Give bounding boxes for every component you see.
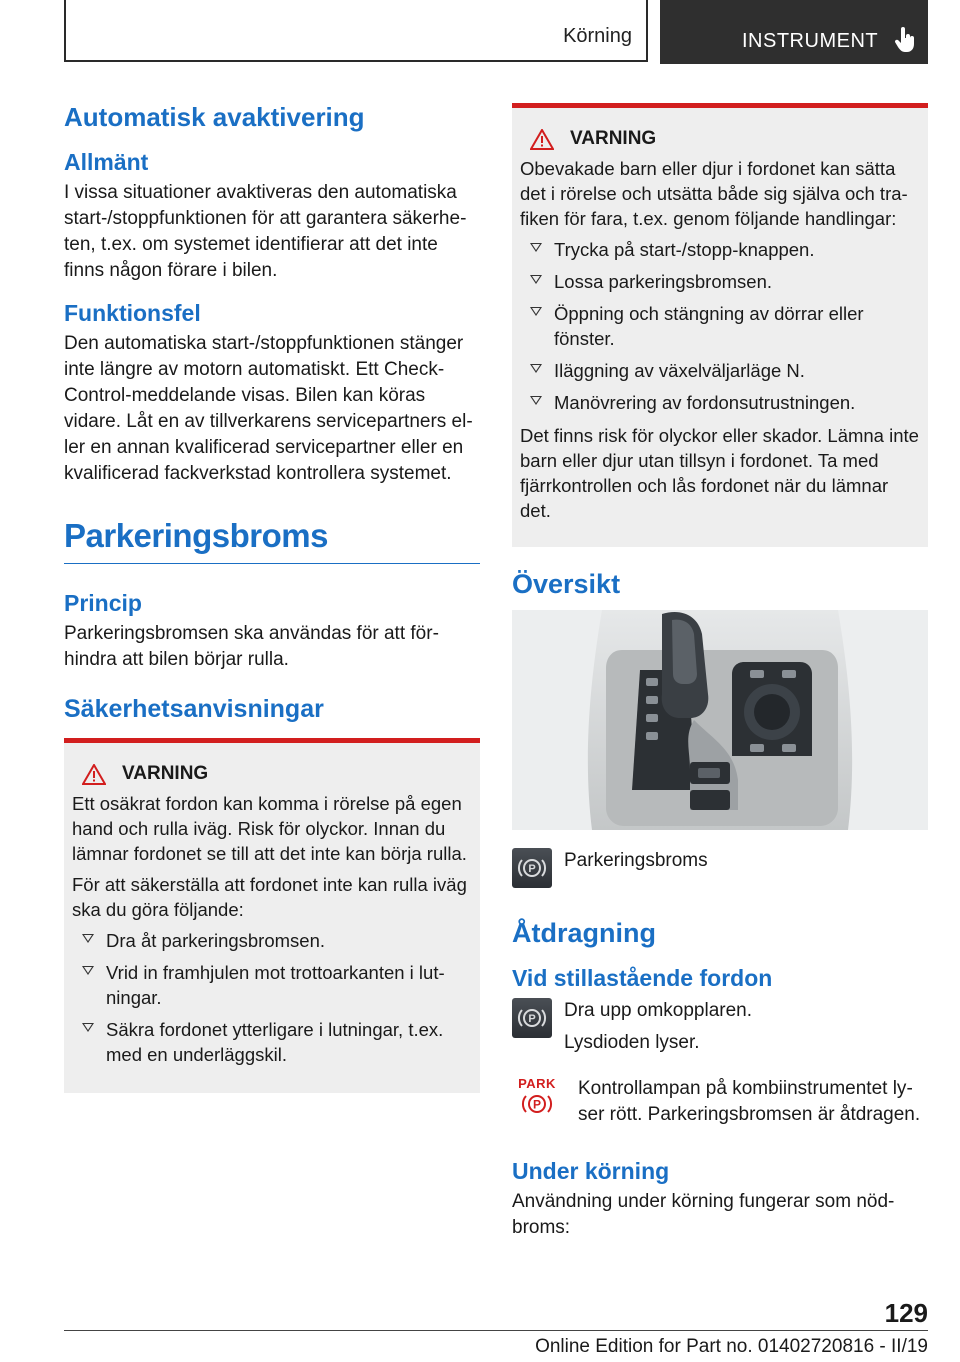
bullet-triangle-icon (82, 966, 94, 975)
parking-brake-button-icon (512, 998, 552, 1038)
malfunction-text: Den automatiska start-/stoppfunktionen stänger inte längre av motorn automatiskt. Ett Check-Control-meddelande visas. Bilen kan köras vidare. Låt en av tillverkarens servicepartners eller en annan kvalificerad servicepartner eller en kvalificerad fackverkstad kontrollera systemet. (64, 333, 473, 484)
list-item (520, 269, 920, 294)
right-column (512, 103, 928, 1249)
warning-title-text: VARNING (122, 763, 209, 784)
list-item-text: Öppning och stängning av dörrar eller fönster. (554, 303, 864, 349)
chapter-tab (660, 0, 928, 64)
instruction-text (564, 998, 752, 1056)
section-tab (64, 0, 648, 62)
instruction-line: Dra upp omkopplaren. (564, 1000, 752, 1021)
bullet-triangle-icon (82, 934, 94, 943)
warning-title (72, 763, 472, 785)
list-item-text: Säkra fordonet ytterligare i lutningar, t.ex. med en underläggskil. (106, 1019, 444, 1065)
page-header (64, 0, 928, 66)
list-item-text: Dra åt parkeringsbromsen. (106, 930, 326, 951)
page-number: 129 (884, 1298, 928, 1328)
general-text: I vissa situationer avaktiveras den automatiska start-/stoppfunktionen för att garantera säkerheten, t.ex. om systemet identifierar att det inte finns någon förare i bilen. (64, 182, 467, 281)
bullet-triangle-icon (530, 396, 542, 405)
bullet-triangle-icon (530, 243, 542, 252)
list-item (520, 301, 920, 351)
chapter-heading: Parkeringsbroms (64, 517, 480, 564)
list-item (72, 928, 472, 953)
warning-triangle-icon (530, 129, 554, 150)
heading-automatic-deactivation: Automatisk avaktivering (64, 102, 365, 132)
bullet-triangle-icon (530, 275, 542, 284)
list-item-text: Trycka på start-/stopp-knappen. (554, 239, 815, 260)
warning-paragraph: Det finns risk för olyckor eller skador. Lämna inte barn eller djur utan tillsyn i fordonet. Ta med fjärrkontrollen och lås fordonet när du lämnar det. (520, 425, 919, 521)
hand-pointer-icon (895, 27, 917, 53)
heading-stationary: Vid stillastående fordon (512, 965, 773, 991)
center-console-illustration (512, 610, 928, 830)
warning-paragraph: Obevakade barn eller djur i fordonet kan sätta det i rörelse och utsätta både sig själva och trafiken för fara, t.ex. genom följande handlingar: (520, 158, 908, 229)
bullet-triangle-icon (82, 1023, 94, 1032)
heading-general: Allmänt (64, 149, 149, 175)
list-item (72, 960, 472, 1010)
warning-triangle-icon (82, 764, 106, 785)
list-item-text: Lossa parkeringsbromsen. (554, 271, 772, 292)
warning-box (64, 738, 480, 1093)
heading-while-driving: Under körning (512, 1158, 670, 1184)
parking-brake-legend (512, 848, 928, 888)
heading-applying: Åtdragning (512, 918, 656, 948)
parking-brake-button-icon (512, 848, 552, 888)
bullet-triangle-icon (530, 307, 542, 316)
list-item-text: Iläggning av växelväljarläge N. (554, 360, 805, 381)
svg-text:P: P (532, 1097, 542, 1112)
park-indicator-label: PARK (518, 1076, 556, 1091)
indicator-text: Kontrollampan på kombiinstrumentet lyser rött. Parkeringsbromsen är åtdragen. (578, 1078, 921, 1125)
list-item-text: Vrid in framhjulen mot trottoarkanten i lutningar. (106, 962, 445, 1008)
svg-text:P: P (528, 863, 536, 875)
warning-paragraph: Ett osäkrat fordon kan komma i rörelse på egen hand och rulla iväg. Risk för olyckor. Innan du lämnar fordonet se till att det inte kan börja rulla. (72, 793, 467, 864)
chapter-title: INSTRUMENT (742, 30, 879, 52)
instruction-line: Lysdioden lyser. (564, 1032, 700, 1053)
list-item (520, 390, 920, 415)
list-item (72, 1017, 472, 1067)
bullet-triangle-icon (530, 364, 542, 373)
brake-warning-icon (520, 1091, 554, 1117)
park-indicator-row (512, 1076, 928, 1128)
heading-malfunction: Funktionsfel (64, 300, 201, 326)
heading-principle: Princip (64, 590, 142, 616)
stationary-instruction (512, 998, 928, 1056)
warning-paragraph: För att säkerställa att fordonet inte kan rulla iväg ska du göra följande: (72, 874, 467, 920)
list-item (520, 358, 920, 383)
footer-rule (64, 1330, 928, 1331)
heading-safety: Säkerhetsanvisningar (64, 695, 324, 723)
principle-text: Parkeringsbromsen ska användas för att förhindra att bilen börjar rulla. (64, 623, 439, 670)
list-item (520, 237, 920, 262)
section-title: Körning (563, 25, 632, 47)
svg-text:P: P (528, 1013, 536, 1025)
while-driving-text: Användning under körning fungerar som nödbroms: (512, 1191, 895, 1238)
warning-title-text: VARNING (570, 128, 657, 149)
warning-bullet-list (520, 237, 920, 415)
edition-footer: Online Edition for Part no. 01402720816 - II/19 (535, 1336, 928, 1357)
list-item-text: Manövrering av fordonsutrustningen. (554, 392, 856, 413)
warning-box (512, 103, 928, 547)
center-console-photo (512, 610, 928, 830)
warning-bullet-list (72, 928, 472, 1067)
warning-title (520, 128, 920, 150)
legend-caption: Parkeringsbroms (564, 850, 708, 871)
left-column (64, 96, 480, 1093)
heading-overview: Översikt (512, 569, 621, 599)
park-indicator-icon (512, 1076, 562, 1122)
